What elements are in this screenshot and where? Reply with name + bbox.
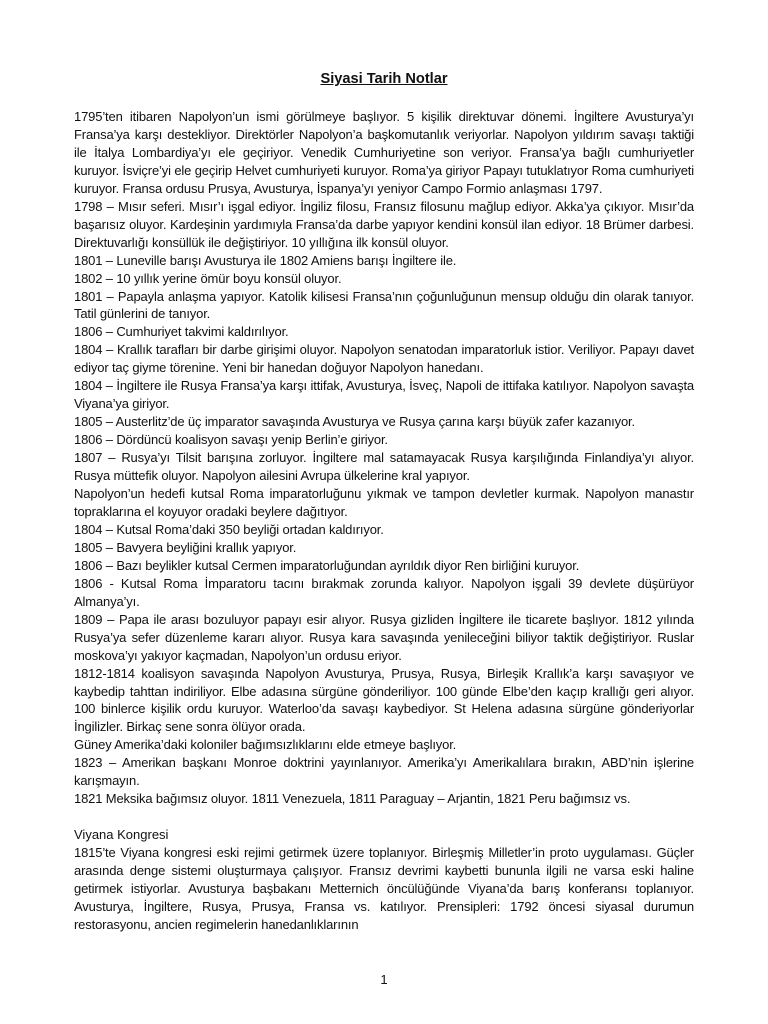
paragraph: 1801 – Luneville barışı Avusturya ile 1802 Amiens barışı İngiltere ile.	[74, 252, 457, 268]
paragraph: Napolyon’un hedefi kutsal Roma imparatorluğunu yıkmak ve tampon devletler kurmak. Napolyon manastır topraklarına el koyuyor oradaki beylere dağıtıyor.	[74, 486, 694, 519]
paragraph: 1823 – Amerikan başkanı Monroe doktrini yayınlanıyor. Amerika’yı Amerikalılara bırakın, ABD’nin işlerine karışmayın.	[74, 755, 694, 789]
paragraph: 1804 – Kutsal Roma’daki 350 beyliği ortadan kaldırıyor.	[74, 521, 384, 537]
paragraph: 1804 – Krallık tarafları bir darbe girişimi oluyor. Napolyon senatodan imparatorluk istior. Veriliyor. Papayı davet ediyor taç giyme törenine. Yeni bir hanedan doğuyor Napolyon hanedanı.	[74, 342, 694, 376]
paragraph: 1806 - Kutsal Roma İmparatoru tacını bırakmak zorunda kalıyor. Napolyon işgali 39 devlete düşürüyor Almanya’yı.	[74, 575, 694, 609]
paragraph: 1804 – İngiltere ile Rusya Fransa’ya karşı ittifak, Avusturya, İsveç, Napoli de ittifaka katılıyor. Napolyon savaşta Viyana’ya giriyor.	[74, 378, 694, 412]
document-body	[74, 108, 694, 934]
paragraph: 1805 – Bavyera beyliğini krallık yapıyor.	[74, 539, 297, 555]
paragraph: 1798 – Mısır seferi. Mısır’ı işgal ediyor. İngiliz filosu, Fransız filosunu mağlup ediyor. Akka’ya çıkıyor. Mısır’da başarısız oluyor. Kardeşinin yardımıyla Fransa’da darbe yapıyor kendini konsül ilan ediyor. 18 Brümer darbesi. Direktuvarlığı konsüllük ile değiştiriyor. 10 yıllığına ilk konsül oluyor.	[74, 198, 694, 250]
page-number: 1	[380, 972, 388, 987]
paragraph: 1821 Meksika bağımsız oluyor. 1811 Venezuela, 1811 Paraguay – Arjantin, 1821 Peru bağımsız vs.	[74, 791, 631, 807]
paragraph: 1806 – Cumhuriyet takvimi kaldırılıyor.	[74, 324, 289, 340]
section-heading: Viyana Kongresi	[74, 827, 169, 843]
paragraph: 1801 – Papayla anlaşma yapıyor. Katolik kilisesi Fransa’nın çoğunluğunun mensup olduğu din olarak tanıyor. Tatil günlerini de tanıyor.	[74, 288, 694, 322]
paragraph: 1809 – Papa ile arası bozuluyor papayı esir alıyor. Rusya gizliden İngiltere ile ticarete başlıyor. 1812 yılında Rusya’ya sefer düzenleme kararı alıyor. Rusya kara savaşında yenileceğini biliyor taktik değiştiriyor. Ruslar moskova’yı yakıyor kaçmadan, Napolyon’un ordusu eriyor.	[74, 611, 694, 663]
section-spacer	[74, 808, 694, 826]
paragraph: 1806 – Bazı beylikler kutsal Cermen imparatorluğundan ayrıldık diyor Ren birliğini kuruyor.	[74, 557, 580, 573]
paragraph: 1812-1814 koalisyon savaşında Napolyon Avusturya, Prusya, Rusya, Birleşik Krallık’a karşı savaşıyor ve kaybedip tahttan indiriliyor. Elbe adasına sürgüne gönderiliyor. 100 günde Elbe’den kaçıp krallığı geri alıyor. 100 binlerce kişilik ordu kuruyor. Waterloo’da savaşı kaybediyor. St Helena adasına sürgüne gönderiyorlar İngilizler. Birkaç sene sonra ölüyor orada.	[74, 665, 694, 735]
paragraph: 1806 – Dördüncü koalisyon savaşı yenip Berlin’e giriyor.	[74, 432, 388, 448]
paragraph: 1807 – Rusya’yı Tilsit barışına zorluyor. İngiltere mal satamayacak Rusya karşılığında Finlandiya’yı alıyor. Rusya müttefik oluyor. Napolyon ailesini Avrupa ülkelerine kral yapıyor.	[74, 450, 694, 484]
section-paragraph: 1815’te Viyana kongresi eski rejimi getirmek üzere toplanıyor. Birleşmiş Milletler’in proto uygulaması. Güçler arasında denge sistemi oluşturmaya çalışıyor. Fransız devrimi kaybetti bununla ilgili ne varsa eski haline getirmek istiyorlar. Avusturya başbakanı Metternich öncülüğünde Viyana’da barış konferansı toplanıyor. Avusturya, İngiltere, Rusya, Prusya, Fransa vs. katılıyor. Prensipleri: 1792 öncesi siyasal durumun restorasyonu, ancien regimelerin hanedanlıklarının	[74, 845, 694, 932]
paragraph: 1802 – 10 yıllık yerine ömür boyu konsül oluyor.	[74, 270, 342, 286]
paragraph: Güney Amerika’daki koloniler bağımsızlıklarını elde etmeye başlıyor.	[74, 737, 457, 753]
paragraph: 1805 – Austerlitz’de üç imparator savaşında Avusturya ve Rusya çarına karşı büyük zafer kazanıyor.	[74, 414, 635, 430]
paragraph: 1795’ten itibaren Napolyon’un ismi görülmeye başlıyor. 5 kişilik direktuvar dönemi. İngiltere Avusturya’yı Fransa’ya karşı destekliyor. Direktörler Napolyon’a başkomutanlık veriyorlar. Napolyon yıldırım savaşı taktiği ile İtalya Lombardiya’yı ele geçiriyor. Venedik Cumhuriyetine son veriyor. Fransa’ya bağlı cumhuriyetler kuruyor. İsviçre’yi ele geçirip Helvet cumhuriyeti kuruyor. Roma’ya giriyor Papayı tutuklatıyor Roma cumhuriyeti kuruyor. Fransa ordusu Prusya, Avusturya, İspanya’yı yeniyor Campo Formio anlaşması 1797.	[74, 109, 694, 196]
document-title: Siyasi Tarih Notlar	[320, 71, 448, 87]
